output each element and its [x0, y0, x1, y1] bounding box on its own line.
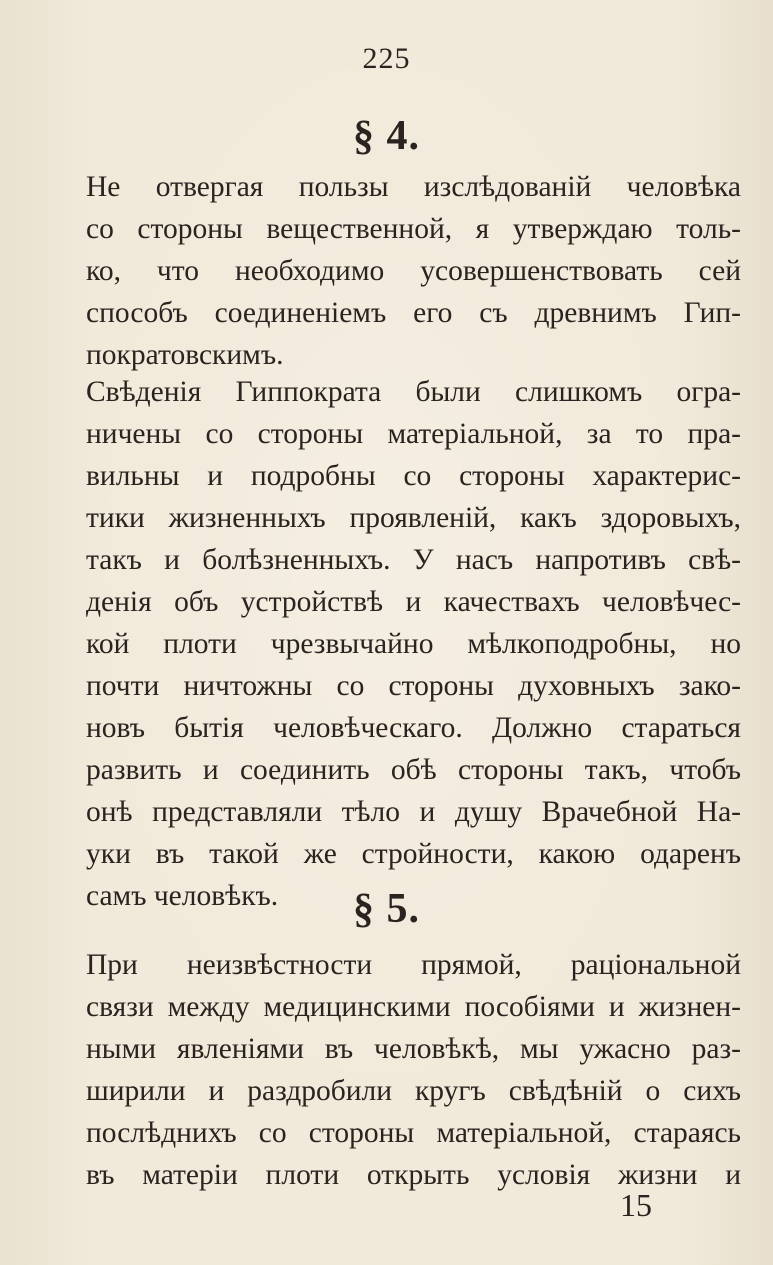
signature-mark: 15: [620, 1187, 652, 1223]
text-line: кой плоти чрезвычайно мѣлкоподробны, но: [86, 628, 741, 660]
text-line: денія объ устройствѣ и качествахъ человѣчес-: [86, 586, 741, 618]
page-number: 225: [362, 42, 411, 75]
text-line: При неизвѣстности прямой, раціональной: [86, 949, 741, 981]
text-line: со стороны вещественной, я утверждаю толь-: [86, 213, 741, 245]
text-line: ширили и раздробили кругъ свѣдѣній о сихъ: [86, 1075, 741, 1107]
text-line: связи между медицинскими пособіями и жизнен-: [86, 991, 741, 1023]
paragraph-section4-2: [86, 371, 741, 917]
text-line: новъ бытія человѣческаго. Должно стараться: [86, 712, 741, 744]
text-line: Не отвергая пользы изслѣдованій человѣка: [86, 171, 741, 203]
text-line: почти ничтожны со стороны духовныхъ зако-: [86, 670, 741, 702]
text-line: способъ соединеніемъ его съ древнимъ Гип-: [86, 297, 741, 329]
text-line: послѣднихъ со стороны матеріальной, стараясь: [86, 1117, 741, 1149]
text-line: тики жизненныхъ проявленій, какъ здоровыхъ,: [86, 502, 741, 534]
paragraph-section5-1: [86, 944, 741, 1196]
text-line: ными явленіями въ человѣкѣ, мы ужасно раз-: [86, 1033, 741, 1065]
section-heading-5: § 5.: [353, 886, 420, 932]
text-line: Свѣденія Гиппократа были слишкомъ огра-: [86, 376, 741, 408]
text-line: уки въ такой же стройности, какою одаренъ: [86, 838, 741, 870]
section-heading-4: § 4.: [353, 113, 420, 159]
text-line: такъ и болѣзненныхъ. У насъ напротивъ свѣ-: [86, 544, 741, 576]
text-line: ко, что необходимо усовершенствовать сей: [86, 255, 741, 287]
text-line: вильны и подробны со стороны характерис-: [86, 460, 741, 492]
text-line: пократовскимъ.: [86, 339, 284, 371]
text-line: самъ человѣкъ.: [86, 880, 279, 912]
text-line: развить и соединить обѣ стороны такъ, чтобъ: [86, 754, 741, 786]
text-line: въ матеріи плоти открыть условія жизни и: [86, 1159, 741, 1191]
text-line: онѣ представляли тѣло и душу Врачебной На-: [86, 796, 741, 828]
text-line: ничены со стороны матеріальной, за то пра-: [86, 418, 741, 450]
paragraph-section4-1: [86, 166, 741, 376]
